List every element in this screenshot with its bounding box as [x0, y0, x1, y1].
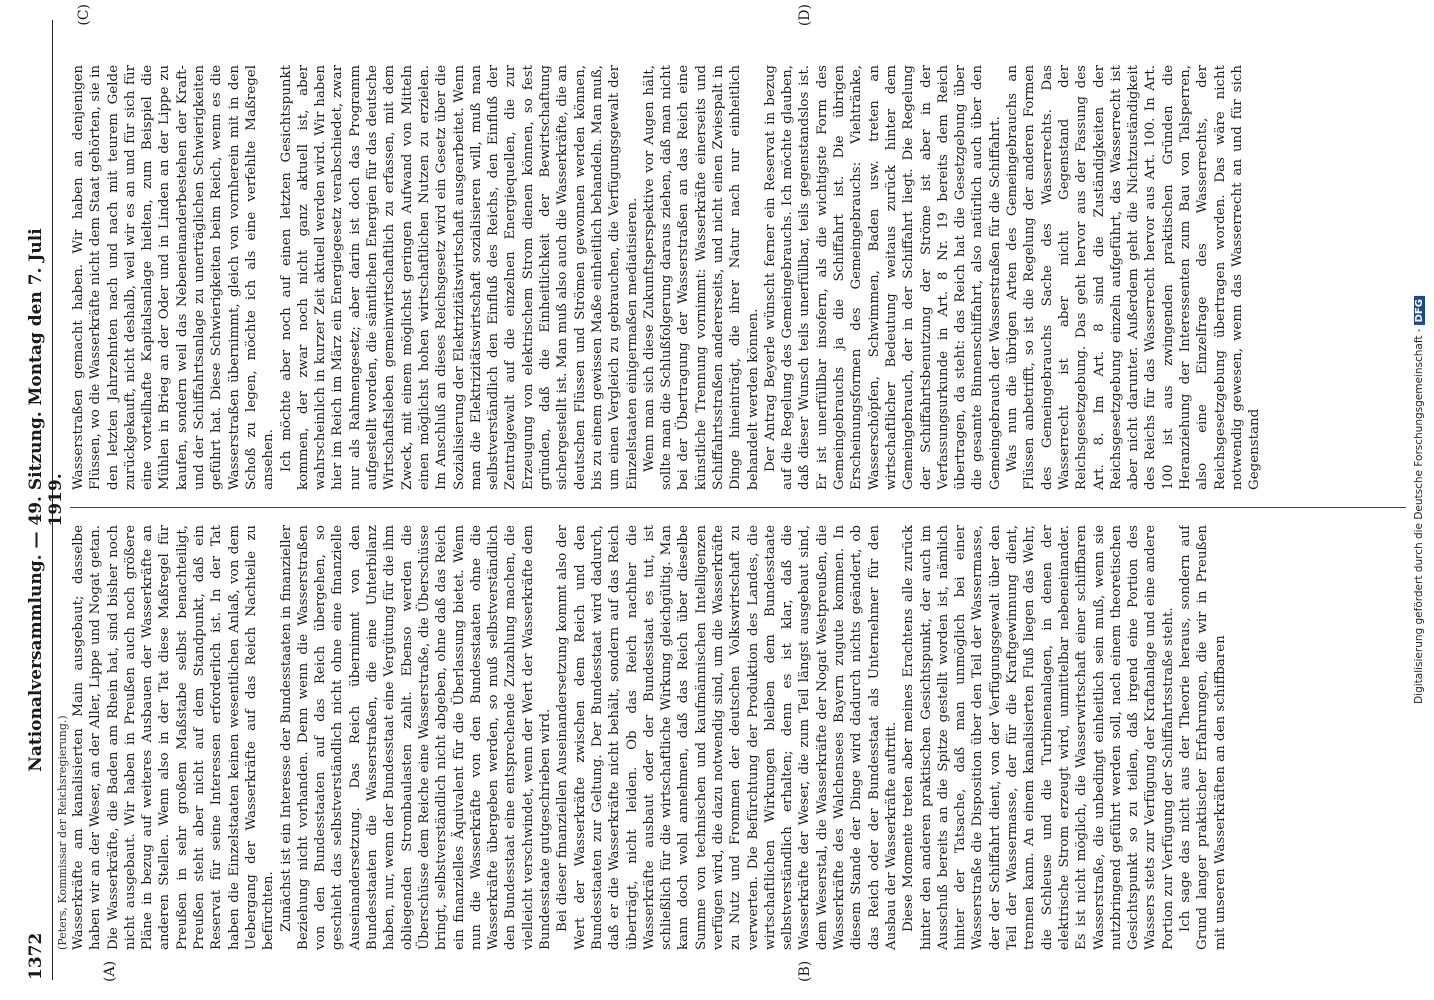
- column-divider: [70, 507, 1406, 508]
- paragraph: Wenn man sich diese Zukunftsperspektive vor Augen hält, sollte man die Schlußfolgerung daraus ziehen, daß man nicht bei der Übertragung der Wasserstraßen an das Reich eine künstliche Trennung vornimmt: Wasserkräfte einerseits und Schiffahrtsstraßen andererseits, und nicht einen Zwiespalt in Dinge hineinträgt, die ihrer Natur nach nur einheitlich behandelt werden können.: [641, 65, 761, 490]
- margin-marker-c: (C): [76, 4, 92, 26]
- running-title: Nationalversammlung. — 49. Sitzung. Montag den 7. Juli 1919.: [26, 228, 66, 772]
- margin-marker-d: (D): [797, 4, 813, 27]
- left-column: [70, 525, 1406, 950]
- paragraph: Ich möchte aber noch auf einen letzten Gesichtspunkt kommen, der zwar noch nicht ganz aktuell ist, aber wahrscheinlich in kurzer Zeit aktuell werden wird. Wir haben hier im Reich im März ein Energiegesetz verabschiedet, zwar nur als Rahmengesetz; aber darin ist doch das Programm aufgestellt worden, die sämtlichen Energien für das deutsche Wirtschaftsleben gemeinwirtschaftlich zu erfassen, mit dem Zweck, mit einem möglichst geringen Aufwand von Mitteln einen möglichst hohen wirtschaftlichen Nutzen zu erzielen. Im Anschluß an dieses Reichsgesetz wird ein Gesetz über die Sozialisierung der Elektrizitätswirtschaft ausgearbeitet. Wenn man die Elektrizitätswirtschaft sozialisieren will, muß man selbstverständlich den Einfluß des Reichs, den Einfluß der Zentralgewalt auf die einzelnen Energiequellen, die zur Erzeugung von elektrischem Strom dienen können, so fest gründen, daß die Einheitlichkeit der Bewirtschaftung sichergestellt ist. Man muß also auch die Wasserkräfte, die an deutschen Flüssen und Strömen gewonnen werden können, bis zu einem gewissen Maße einheitlich behandeln. Man muß, um einen Vergleich zu gebrauchen, die Verfügungsgewalt der Einzelstaaten einigermaßen mediatisieren.: [278, 65, 640, 490]
- paragraph: Zunächst ist ein Interesse der Bundesstaaten in finanzieller Beziehung nicht vorhanden. Denn wenn die Wasserstraßen von den Bundesstaaten auf das Reich übergehen, so geschieht das selbstverständlich nicht ohne eine finanzielle Auseinandersetzung. Das Reich übernimmt von den Bundesstaaten die Wasserstraßen, die eine Unterbilanz haben, nur, wenn der Bundesstaat eine Vergütung für die ihm obliegenden Strombaulasten zahlt. Ebenso werden die Überschüsse dem Reiche eine Wasserstraße, die Überschüsse bringt, selbstverständlich nicht abgeben, ohne daß das Reich ein finanzielles Äquivalent für die Überlassung bietet. Wenn nun die Wasserkräfte von den Bundesstaaten ohne die Wasserkräfte übergeben werden, so muß selbstverständlich den Bundesstaat eine entsprechende Zuzahlung machen, die vielleicht verschwindet, wenn der Wert der Wasserkräfte dem Bundesstaate gutgeschrieben wird.: [278, 525, 554, 950]
- paragraph: Der Antrag Beyerle wünscht ferner ein Reservat in bezug auf die Regelung des Gemeingebrauchs. Ich möchte glauben, daß dieser Wunsch teils unerfüllbar, teils gegenstandslos ist. Er ist unerfüllbar insofern, als die wichtigste Form des Gemeingebrauchs ja die Schiffahrt ist. Die übrigen Erscheinungsformen des Gemeingebrauchs: Viehtränke, Wasserschöpfen, Schwimmen, Baden usw. treten an wirtschaftlicher Bedeutung weitaus zurück hinter dem Gemeingebrauch, der in der Schiffahrt liegt. Die Regelung der Schiffahrtsbenutzung der Ströme ist aber in der Verfassungsurkunde in Art. 8 Nr. 19 bereits dem Reich übertragen, da steht: das Reich hat die Gesetzgebung über die gesamte Binnenschiffahrt, also natürlich auch über den Gemeingebrauch der Wasserstraßen für die Schiffahrt.: [762, 65, 1003, 490]
- paragraph: Bei dieser finanziellen Auseinandersetzung kommt also der Wert der Wasserkräfte zwischen dem Reich und den Bundesstaaten zur Geltung. Der Bundesstaat wird dadurch, daß er die Wasserkräfte nicht behält, sondern auf das Reich überträgt, nicht leiden. Ob das Reich nachher die Wasserkräfte ausbaut oder der Bundesstaat es tut, ist schließlich für die wirtschaftliche Wirkung gleichgültig. Man kann doch wohl annehmen, daß das Reich über dieselbe Summe von technischen und kaufmännischen Intelligenzen verfügen wird, die dazu notwendig sind, um die Wasserkräfte zu Nutz und Frommen der deutschen Volkswirtschaft zu verwerten. Die Befürchtung der Produktion des Landes, die wirtschaftlichen Wirkungen bleiben dem Bundesstaate selbstverständlich erhalten; denn es ist klar, daß die Wasserkräfte der Weser, die zum Teil längst ausgebaut sind, dem Weserstal, die Wasserkräfte der Nogat Westpreußen, die Wasserkräfte des Walchensees Bayern zugute kommen. In diesem Stande der Dinge wird dadurch nichts geändert, ob das Reich oder der Bundesstaat als Unternehmer für den Ausbau der Wasserkräfte auftritt.: [555, 525, 899, 950]
- paragraph: Was nun die übrigen Arten des Gemeingebrauchs an Flüssen anbetrifft, so ist die Regelung der anderen Formen des Gemeingebrauchs Sache des Wasserrechts. Das Wasserrecht ist aber nicht Gegenstand der Reichsgesetzgebung. Das geht hervor aus der Fassung des Art. 8. Im Art. 8 sind die Zuständigkeiten der Reichsgesetzgebung einzeln aufgeführt, das Wasserrecht ist aber nicht darunter. Außerdem geht die Nichtzuständigkeit des Reichs für das Wasserrecht hervor aus Art. 100. In Art. 100 ist aus zwingenden praktischen Gründen die Heranziehung der Interessenten zum Bau von Talsperren, also eine Einzelfrage des Wasserrechts, der Reichsgesetzgebung übertragen worden. Das wäre nicht notwendig gewesen, wenn das Wasserrecht an und für sich Gegenstand: [1005, 65, 1263, 490]
- paragraph: Wasserkräfte am kanalisierten Main ausgebaut; dasselbe haben wir an der Weser, an der Aller, Lippe und Nogat getan. Die Wasserkräfte, die Baden am Rhein hat, sind bisher noch nicht ausgebaut. Wir haben in Preußen auch noch größere Pläne in bezug auf weiteres Ausbauen der Wasserkräfte an anderen Stellen. Wenn also in der Tat diese Maßregel für Preußen in sehr großem Maßstabe selbst benachteiligt, Preußen steht aber nicht auf dem Standpunkt, daß ein Reservat für seine Interessen erforderlich ist. In der Tat haben die Einzelstaaten keinen wesentlichen Anlaß, von dem Uebergang der Wasserkräfte auf das Reich Nachteile zu befürchten.: [71, 525, 277, 950]
- page-number: 1372: [26, 932, 46, 980]
- speaker-line: (Peters, Kommissar der Reichsregierung.): [56, 715, 69, 950]
- digitization-credit: Digitalisierung gefördert durch die Deutsche Forschungsgemeinschaft -: [1413, 328, 1425, 704]
- right-column: [70, 65, 1406, 490]
- paragraph: Ich sage das nicht aus der Theorie heraus, sondern auf Grund langer praktischer Erfahrungen, die wir in Preußen mit unseren Wasserkräften an den schiffbaren: [1178, 525, 1228, 950]
- paragraph: Wasserstraßen gemacht haben. Wir haben an denjenigen Flüssen, wo die Wasserkräfte nicht dem Staat gehörten, sie in den letzten Jahrzehnten nach und nach mit teurem Gelde zurückgekauft, nicht deshalb, weil wir es an und für sich für eine vorteilhafte Kapitalsanlage hielten, zum Beispiel die Mühlen in Brieg an der Oder und in Linden an der Lippe zu kaufen, sondern weil das Nebeneinanderbestehen der Kraft- und der Schiffahrtsanlage zu unerträglichen Schwierigkeiten geführt hat. Diese Schwierigkeiten beim Reich, wenn es die Wasserstraßen übernimmt, gleich von vornherein mit in den Schoß zu legen, möchte ich als eine verfehlte Maßregel ansehen.: [71, 65, 277, 490]
- dfg-logo: DFG: [1414, 296, 1425, 325]
- paragraph: Diese Momente treten aber meines Erachtens alle zurück hinter den anderen praktischen Gesichtspunkt, der auch im Ausschuß bereits an die Spitze gestellt worden ist, nämlich hinter der Tatsache, daß man unmöglich bei einer Wasserstraße die Disposition über den Teil der Wassermasse, der der Schiffahrt dient, von der Verfügungsgewalt über den Teil der Wassermasse, der für die Kraftgewinnung dient, trennen kann. An einem kanalisierten Fluß liegen das Wehr, die Schleuse und die Turbinenanlagen, in denen der elektrische Strom erzeugt wird, unmittelbar nebeneinander. Es ist nicht möglich, die Wasserwirtschaft einer schiffbaren Wasserstraße, die unbedingt einheitlich sein muß, wenn sie nutzbringend geführt werden soll, nach einem theoretischen Gesichtspunkt so zu teilen, daß irgend eine Portion des Wassers stets zur Verfügung der Kraftanlage und eine andere Portion zur Verfügung der Schiffahrtsstraße steht.: [901, 525, 1176, 950]
- margin-marker-b: (B): [797, 960, 813, 982]
- margin-marker-a: (A): [102, 960, 118, 982]
- document-page: [22, 4, 1412, 990]
- digitization-note: [1406, 4, 1432, 996]
